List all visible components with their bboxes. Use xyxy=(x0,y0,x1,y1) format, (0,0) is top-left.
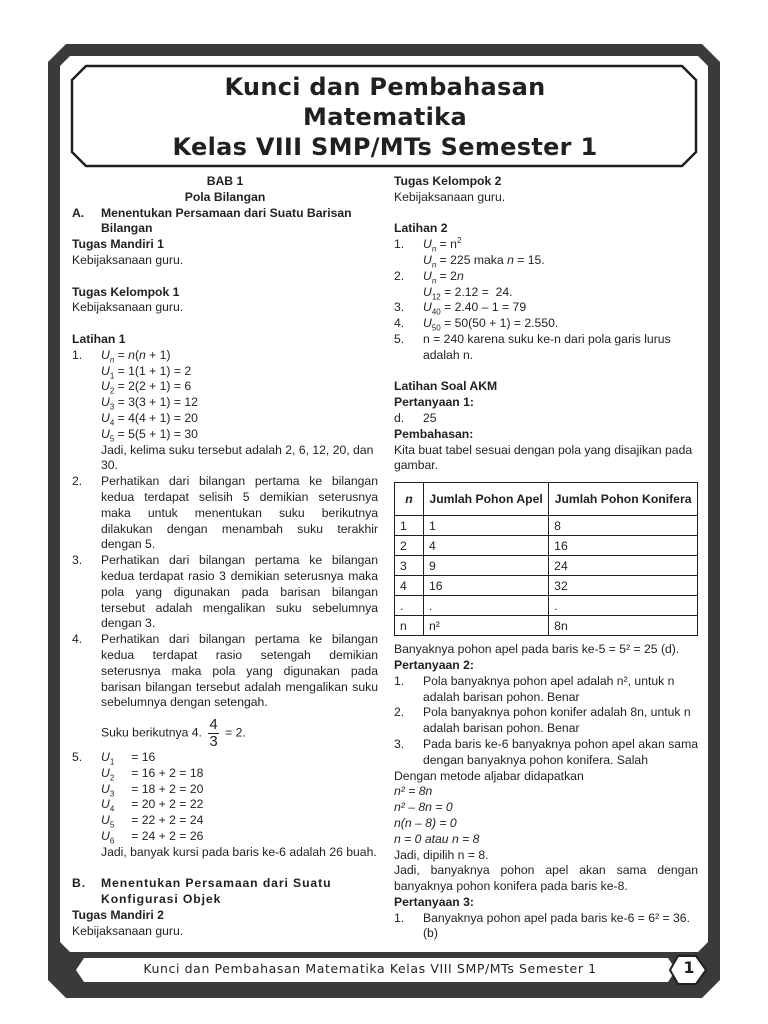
table-cell: 2 xyxy=(395,536,424,556)
fraction: $\frac{4}{3}$ xyxy=(209,716,218,751)
table-row xyxy=(395,556,698,576)
tugas-kelompok-2-heading: Tugas Kelompok 2 xyxy=(394,174,502,188)
table-cell: . xyxy=(424,596,549,616)
item-text: Jadi, kelima suku tersebut adalah 2, 6, 12, 20, dan 30. xyxy=(101,442,374,473)
table-cell: 8n xyxy=(549,616,698,636)
question-3-heading: Pertanyaan 3: xyxy=(394,894,474,909)
tugas-mandiri-2-heading: Tugas Mandiri 2 xyxy=(72,908,164,923)
tugas-mandiri-1-text: Kebijaksanaan guru. xyxy=(72,252,184,267)
math-line: $U_4 = 4(4 + 1) = 20$ xyxy=(101,410,198,428)
fraction-line: Suku berikutnya 4. $\frac{4}{3}$ = 2. xyxy=(101,716,246,751)
question-3-item-1: 1. Banyaknya pohon apel pada baris ke-6 = 6² = 36. (b) xyxy=(394,910,690,941)
math-line: $U_{12} = 2.12 = 24$. xyxy=(423,284,513,302)
math-line: $U_2$ = 16 + 2 = 18 xyxy=(101,765,204,783)
math-line: $U_n = 225$ maka n = 15. xyxy=(423,252,545,270)
item-text: Perhatikan dari bilangan pertama ke bilangan kedua terdapat selisih 5 demikian seterusnya maka untuk menentukan suku berikutnya dilakukan dengan menambah suku terakhir dengan 5. xyxy=(101,474,378,552)
page-number: 1 xyxy=(683,958,695,977)
latihan-1-item-3: 3. Perhatikan dari bilangan pertama ke bilangan kedua terdapat rasio 3 demikian seterusnya maka pola yang digunakan pada barisan bilangan tersebut adalah mengalikan suku sebelumnya dengan 3. xyxy=(72,553,378,631)
question-2-item-1: 1. Pola banyaknya pohon apel adalah n², untuk n adalah barisan pohon. Benar xyxy=(394,673,675,704)
math-line: $U_n = 2n$ xyxy=(423,268,464,286)
equation-line: n = 0 atau n = 8 xyxy=(394,831,480,846)
table-row xyxy=(395,576,698,596)
latihan-1-item-2: 2. Perhatikan dari bilangan pertama ke bilangan kedua terdapat selisih 5 demikian seterusnya maka untuk menentukan suku berikutnya dilakukan dengan menambah suku terakhir dengan 5. xyxy=(72,474,378,552)
table-row xyxy=(395,596,698,616)
math-line: $U_n = n(n + 1)$ xyxy=(101,347,171,365)
latihan-1-item-1: 1. $U_n = n(n + 1)$ $U_1 = 1(1 + 1) = 2$ $U_2 = 2(2 + 1) = 6$ $U_3 = 3(3 + 1) = 12$ $U_4 = 4(4 + 1) = 20$ $U_5 = 5(5 + 1) = 30$ Jadi, kelima suku tersebut adalah 2, 6, 12, 20, dan 30. xyxy=(72,348,378,474)
item-text: Perhatikan dari bilangan pertama ke bilangan kedua terdapat rasio 3 demikian seterusnya maka pola yang digunakan pada barisan bilangan tersebut adalah mengalikan suku sebelumnya dengan 3. xyxy=(101,553,378,631)
table-cell: 32 xyxy=(549,576,698,596)
left-column xyxy=(72,174,378,940)
table-header-apel: Jumlah Pohon Apel xyxy=(424,483,549,516)
table-cell: 1 xyxy=(424,516,549,536)
table-row xyxy=(395,616,698,636)
latihan-2-item-3: 3. $U_{40} = 2.40 - 1 = 79$ xyxy=(394,300,698,316)
math-line: $U_3 = 3(3 + 1) = 12$ xyxy=(101,395,198,412)
question-2-heading: Pertanyaan 2: xyxy=(394,657,474,672)
table-cell: 1 xyxy=(395,516,424,536)
tugas-kelompok-1-text: Kebijaksanaan guru. xyxy=(72,300,184,315)
apel-row-5-text: Banyaknya pohon apel pada baris ke-5 = 5² = 25 (d). xyxy=(394,642,680,657)
table-cell: . xyxy=(395,596,424,616)
title-line-1: Kunci dan Pembahasan xyxy=(224,73,546,101)
math-line: $U_1$ = 16 xyxy=(101,750,156,767)
table-cell: 16 xyxy=(424,576,549,596)
latihan-2-heading: Latihan 2 xyxy=(394,221,448,236)
math-line: $U_{50} = 50(50 + 1) = 2.550$. xyxy=(423,316,559,333)
chapter-title: Pola Bilangan xyxy=(184,189,266,204)
table-cell: 16 xyxy=(549,536,698,556)
table-cell: 24 xyxy=(549,556,698,576)
table-cell: 3 xyxy=(395,556,424,576)
equation-line: n² = 8n xyxy=(394,784,433,799)
table-cell: 4 xyxy=(395,576,424,596)
section-a-heading xyxy=(72,206,378,238)
equation-line: n(n – 8) = 0 xyxy=(394,815,457,830)
title-line-3: Kelas VIII SMP/MTs Semester 1 xyxy=(172,133,598,161)
pembahasan-heading: Pembahasan: xyxy=(394,426,474,441)
equation-line: Jadi, dipilih n = 8. xyxy=(394,847,489,862)
latihan-1-heading: Latihan 1 xyxy=(72,331,126,346)
question-2-item-3: 3. Pada baris ke-6 banyaknya pohon apel akan sama dengan banyaknya pohon konifera. Salah xyxy=(394,736,698,767)
section-b-title: Menentukan Persamaan dari Suatu Konfigurasi Objek xyxy=(101,876,332,907)
tree-table xyxy=(394,482,698,636)
tugas-mandiri-1-heading: Tugas Mandiri 1 xyxy=(72,237,164,252)
section-a-title: Menentukan Persamaan dari Suatu Barisan Bilangan xyxy=(101,205,352,236)
tugas-kelompok-2-text: Kebijaksanaan guru. xyxy=(394,189,506,204)
math-line: $U_{40} = 2.40 - 1 = 79$ xyxy=(423,300,527,317)
math-line: $U_6$ = 24 + 2 = 26 xyxy=(101,829,204,846)
chapter-number: BAB 1 xyxy=(206,174,244,188)
latihan-2-item-1: 1. $U_n = n^2$ $U_n = 225$ maka n = 15. xyxy=(394,237,698,269)
table-cell: 9 xyxy=(424,556,549,576)
table-cell: n² xyxy=(424,616,549,636)
page-title xyxy=(78,72,692,162)
question-1-answer: d. 25 xyxy=(394,410,437,425)
latihan-1-item-4: 4. Perhatikan dari bilangan pertama ke bilangan kedua terdapat rasio setengah demikian seterusnya maka pola yang digunakan pada barisan bilangan tersebut adalah mengalikan suku sebelumnya dengan setengah. Suku berikutnya 4. $\frac{4}{3}$ = 2. xyxy=(72,632,378,751)
section-b-letter: B. xyxy=(72,876,86,891)
section-a-letter: A. xyxy=(72,205,85,220)
latihan-1-item-5: 5. $U_1$ = 16 $U_2$ = 16 + 2 = 18 $U_3$ = 18 + 2 = 20 $U_4$ = 20 + 2 = 22 $U_5$ = 22 + 2 = 24 $U_6$ = 24 + 2 = 26 Jadi, banyak kursi pada baris ke-6 adalah 26 buah. xyxy=(72,750,377,859)
akm-heading: Latihan Soal AKM xyxy=(394,379,498,394)
title-line-2: Matematika xyxy=(303,103,467,131)
item-text: n = 240 karena suku ke-n dari pola garis lurus adalah n. xyxy=(423,331,671,362)
table-header-n: n xyxy=(395,483,424,516)
question-1-heading: Pertanyaan 1: xyxy=(394,395,474,410)
tugas-kelompok-1-heading: Tugas Kelompok 1 xyxy=(72,284,180,299)
table-header-row xyxy=(395,483,698,516)
table-row xyxy=(395,516,698,536)
math-line: $U_5 = 5(5 + 1) = 30$ xyxy=(101,426,198,444)
latihan-2-item-5: 5. n = 240 karena suku ke-n dari pola garis lurus adalah n. xyxy=(394,332,698,364)
table-cell: 8 xyxy=(549,516,698,536)
footer-text: Kunci dan Pembahasan Matematika Kelas VIII SMP/MTs Semester 1 xyxy=(143,961,597,976)
item-text: Jadi, banyak kursi pada baris ke-6 adalah 26 buah. xyxy=(101,844,377,859)
math-line: $U_2 = 2(2 + 1) = 6$ xyxy=(101,379,192,396)
math-line: $U_n = n^2$ xyxy=(423,236,462,254)
table-cell: . xyxy=(549,596,698,616)
tugas-mandiri-2-text: Kebijaksanaan guru. xyxy=(72,923,184,938)
math-line: $U_1 = 1(1 + 1) = 2$ xyxy=(101,363,192,380)
metode-text: Dengan metode aljabar didapatkan xyxy=(394,768,584,783)
math-line: $U_5$ = 22 + 2 = 24 xyxy=(101,813,204,830)
latihan-2-item-2: 2. $U_n = 2n$ $U_{12} = 2.12 = 24$. xyxy=(394,269,698,301)
table-header-konifera: Jumlah Pohon Konifera xyxy=(549,483,698,516)
math-line: $U_3$ = 18 + 2 = 20 xyxy=(101,781,204,799)
pembahasan-text: Kita buat tabel sesuai dengan pola yang disajikan pada gambar. xyxy=(394,442,693,473)
latihan-2-item-4: 4. $U_{50} = 50(50 + 1) = 2.550$. xyxy=(394,316,698,332)
conclusion-text: Jadi, banyaknya pohon apel akan sama dengan banyaknya pohon konifera pada baris ke-8. xyxy=(394,863,698,894)
right-column xyxy=(394,174,698,942)
table-cell: 4 xyxy=(424,536,549,556)
question-2-item-2: 2. Pola banyaknya pohon konifer adalah 8n, untuk n adalah barisan pohon. Benar xyxy=(394,705,691,736)
table-cell: n xyxy=(395,616,424,636)
equation-line: n² – 8n = 0 xyxy=(394,800,453,815)
section-b-heading xyxy=(72,876,378,908)
math-line: $U_4$ = 20 + 2 = 22 xyxy=(101,797,204,814)
item-text: Perhatikan dari bilangan pertama ke bilangan kedua terdapat rasio setengah demikian seterusnya maka pola yang digunakan pada barisan bilangan tersebut adalah mengalikan suku sebelumnya dengan setengah. xyxy=(101,632,378,710)
table-row xyxy=(395,536,698,556)
